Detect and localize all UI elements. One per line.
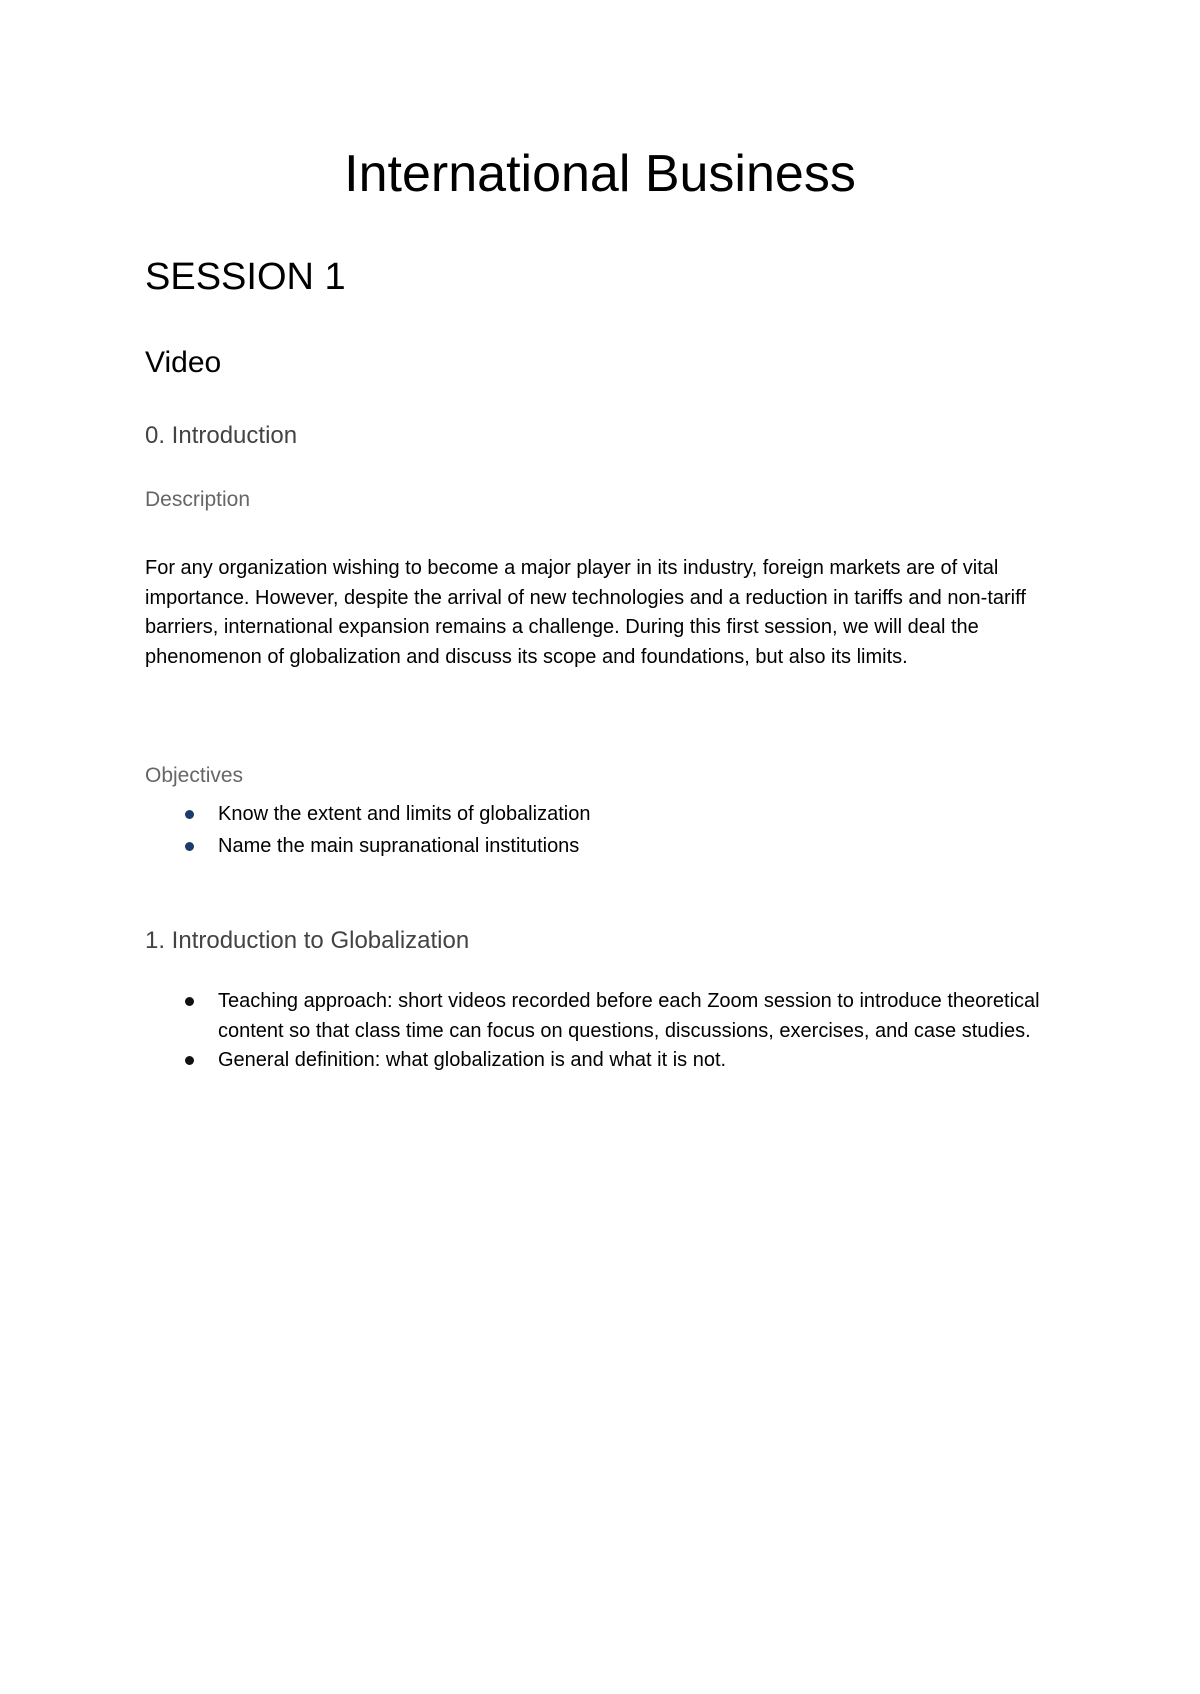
bullet-dot-icon [185, 997, 194, 1006]
list-item [145, 800, 1065, 830]
globalization-heading: 1. Introduction to Globalization [145, 927, 470, 954]
session-heading: SESSION 1 [145, 256, 346, 298]
objective-text: Name the main supranational institutions [218, 834, 580, 857]
objective-text: Know the extent and limits of globalization [218, 803, 591, 825]
section-heading-video: Video [145, 346, 222, 379]
globalization-list [145, 987, 1065, 1076]
list-item [145, 832, 1065, 862]
objectives-label: Objectives [145, 764, 244, 787]
globalization-item-text: General definition: what globalization is and what it is not. [218, 1049, 727, 1071]
description-label: Description [145, 488, 251, 511]
bullet-dot-icon [185, 842, 194, 851]
introduction-heading: 0. Introduction [145, 422, 298, 449]
list-item [145, 987, 1065, 1046]
bullet-dot-icon [185, 1056, 194, 1065]
globalization-item-text: Teaching approach: short videos recorded before each Zoom session to introduce theoretical content so that class time can focus on questions, discussions, exercises, and case studies. [218, 990, 1040, 1042]
bullet-dot-icon [185, 810, 194, 819]
document-title: International Business [344, 145, 856, 203]
objectives-list [145, 800, 1065, 863]
description-paragraph: For any organization wishing to become a major player in its industry, foreign markets are of vital importance. However, despite the arrival of new technologies and a reduction in tariffs and non-tariff barriers, international expansion remains a challenge. During this first session, we will deal the phenomenon of globalization and discuss its scope and foundations, but also its limits. [145, 557, 1026, 668]
list-item [145, 1046, 1065, 1076]
